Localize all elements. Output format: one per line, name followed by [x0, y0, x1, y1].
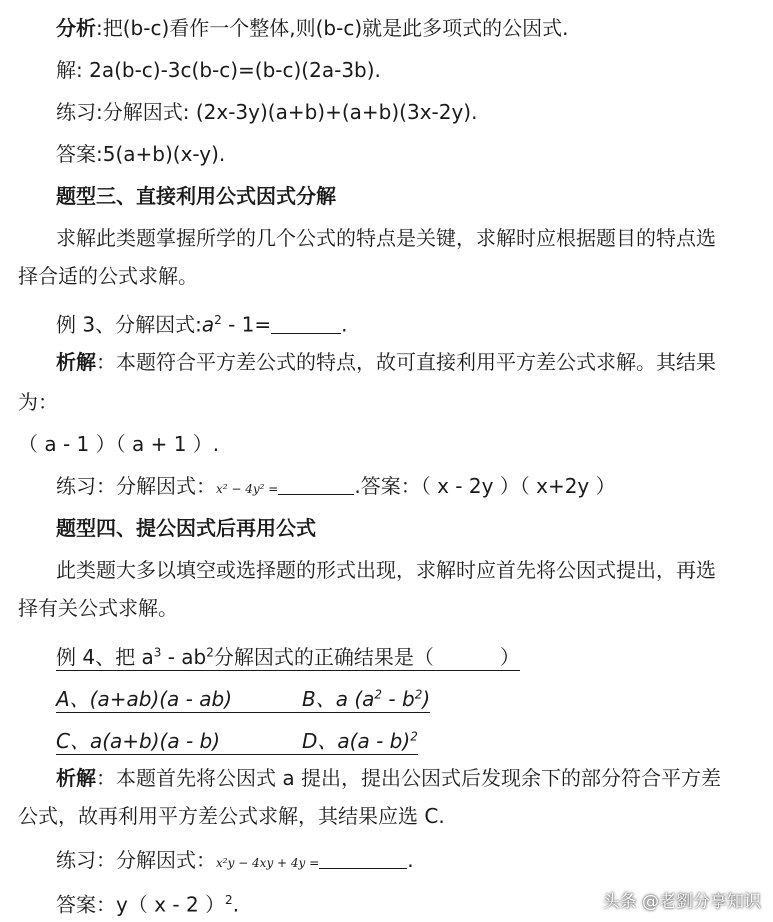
analysis-line-3b: 为： [18, 390, 58, 414]
answer-blank [319, 848, 407, 869]
analysis-line-3: 析解：本题符合平方差公式的特点，故可直接利用平方差公式求解。其结果 [56, 350, 716, 374]
option-b: B、a $(a^2 - b^2)$ [302, 686, 431, 711]
practice-line-4: 练习：分解因式：x²y − 4xy + 4y = . [56, 848, 414, 872]
example-3: 例 3、分解因式$:a^2 - 1=$ . [56, 312, 348, 337]
option-d: D、a(a - b)$^2$ [302, 728, 418, 753]
solution-line: 解: 2a(b-c)-3c(b-c)=(b-c)(2a-3b). [56, 58, 381, 82]
options-row-2 [56, 722, 418, 755]
practice-line-1: 练习:分解因式: (2x-3y)(a+b)+(a+b)(3x-2y). [56, 100, 478, 124]
heading-type-4: 题型四、提公因式后再用公式 [56, 516, 316, 540]
analysis-result-3: （ a - 1 ）（ a + 1 ）. [18, 432, 220, 456]
answer-blank [278, 474, 354, 495]
paragraph-type-3-line-1: 求解此类题掌握所学的几个公式的特点是关键，求解时应根据题目的特点选 [56, 226, 716, 250]
analysis-line-4b: 公式，故再利用平方差公式求解，其结果应选 C. [18, 804, 445, 828]
paragraph-type-4-line-2: 择有关公式求解。 [18, 596, 178, 620]
option-a: A、(a+ab)(a - ab) [56, 686, 232, 711]
heading-type-3: 题型三、直接利用公式因式分解 [56, 184, 336, 208]
analysis-text: :把(b-c)看作一个整体,则(b-c)就是此多项式的公因式. [96, 16, 569, 40]
answer-blank [271, 313, 341, 334]
watermark: 头条 @老劉分享知识 [602, 892, 761, 912]
answer-line-4: 答案：y（ x - 2 ）$^2$. [56, 892, 240, 917]
practice-line-3: 练习：分解因式：x² − 4y² = .答案：（ x - 2y ）（ x+2y ） [56, 474, 616, 498]
analysis-line-4: 析解：本题首先将公因式 a 提出，提出公因式后发现余下的部分符合平方差 [56, 766, 721, 790]
option-c: C、a(a+b)(a - b) [56, 728, 221, 753]
answer-line-1: 答案:5(a+b)(x-y). [56, 142, 226, 166]
paragraph-type-4-line-1: 此类题大多以填空或选择题的形式出现，求解时应首先将公因式提出，再选 [56, 558, 716, 582]
options-row-1 [56, 680, 430, 713]
example-4: 例 4、把 $a^3 - ab^2$分解因式的正确结果是（ ） [56, 644, 520, 669]
paragraph-type-3-line-2: 择合适的公式求解。 [18, 264, 198, 288]
analysis-line-1 [56, 14, 568, 42]
analysis-label: 分析 [56, 16, 96, 40]
